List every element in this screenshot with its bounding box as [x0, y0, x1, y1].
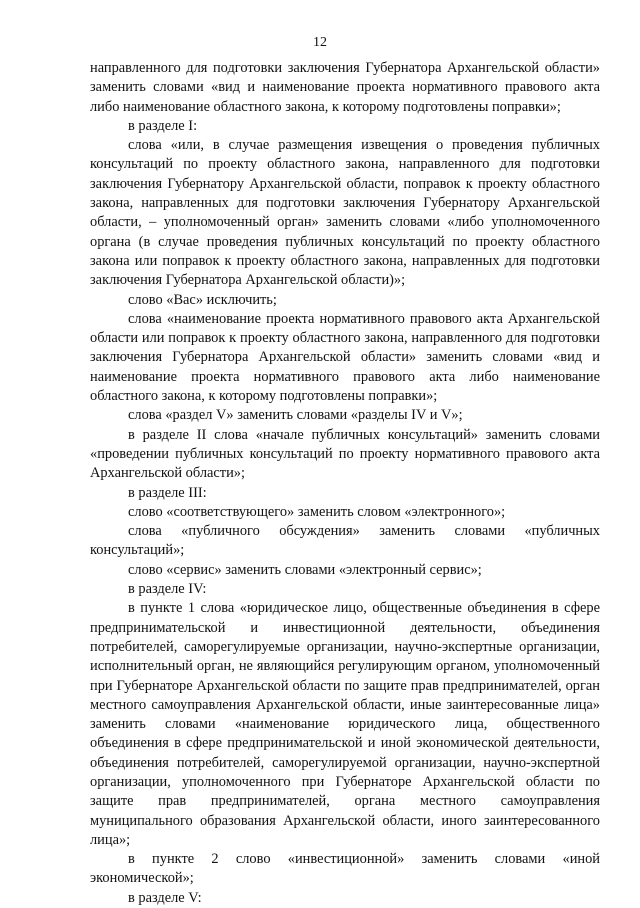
- paragraph: в разделе III:: [128, 484, 207, 501]
- paragraph: слова «раздел V» заменить словами «разделы IV и V»;: [128, 407, 463, 424]
- paragraph: направленного для подготовки заключения Губернатора Архангельской области» заменить словами «вид и наименование проекта нормативного правового акта либо наименование областного закона, к которому подготовлены поправки»;: [90, 60, 600, 115]
- paragraph: слова «публичного обсуждения» заменить словами «публичных консультаций»;: [90, 523, 600, 559]
- paragraph: в разделе I:: [128, 117, 198, 134]
- paragraph: в разделе IV:: [128, 581, 207, 598]
- paragraph: слово «соответствующего» заменить словом «электронного»;: [128, 503, 506, 520]
- document-body: [90, 59, 600, 908]
- paragraph: в разделе V:: [128, 889, 202, 906]
- paragraph: в разделе II слова «начале публичных консультаций» заменить словами «проведении публичных консультаций по проекту нормативного правового акта Архангельской области»;: [90, 426, 600, 482]
- paragraph: слово «Вас» исключить;: [128, 291, 277, 308]
- paragraph: в пункте 2 слово «инвестиционной» заменить словами «иной экономической»;: [90, 851, 600, 887]
- paragraph: в пункте 1 слова «юридическое лицо, общественные объединения в сфере предпринимательской и инвестиционной деятельности, объединения потребителей, саморегулируемые организации, научно-экспертные организации, исполнительный орган, не являющийся регулирующим органом, уполномоченный при Губернаторе Архангельской области по защите прав предпринимателей, орган местного самоуправления Архангельской области, иные заинтересованные лица» заменить словами «наименование юридического лица, общественного объединения в сфере предпринимательской и иной экономической деятельности, объединения потребителей, саморегулируемой организации, научно-экспертной организации, уполномоченного при Губернаторе Архангельской области по защите прав предпринимателей, органа местного самоуправления муниципального образования Архангельской области, иного заинтересованного лица»;: [90, 600, 600, 848]
- paragraph: слова «или, в случае размещения извещения о проведения публичных консультаций по проекту областного закона, направленного для подготовки заключения Губернатору Архангельской области, поправок к проекту областного закона, направленных для подготовки заключения Губернатору Архангельской области, – уполномоченный орган» заменить словами «либо уполномоченного органа (в случае проведения публичных консультаций по проекту областного закона или поправок к проекту областного закона, направленных для подготовки заключения Губернатора Архангельской области)»;: [90, 137, 600, 289]
- paragraph: слово «сервис» заменить словами «электронный сервис»;: [128, 561, 482, 578]
- page-number: 12: [313, 35, 327, 50]
- paragraph: слова «наименование проекта нормативного правового акта Архангельской области или поправок к проекту областного закона, направленного для подготовки заключения Губернатора Архангельской области» заменить словами «вид и наименование проекта нормативного правового акта либо наименование областного закона, к которому подготовлены поправки»;: [90, 310, 600, 405]
